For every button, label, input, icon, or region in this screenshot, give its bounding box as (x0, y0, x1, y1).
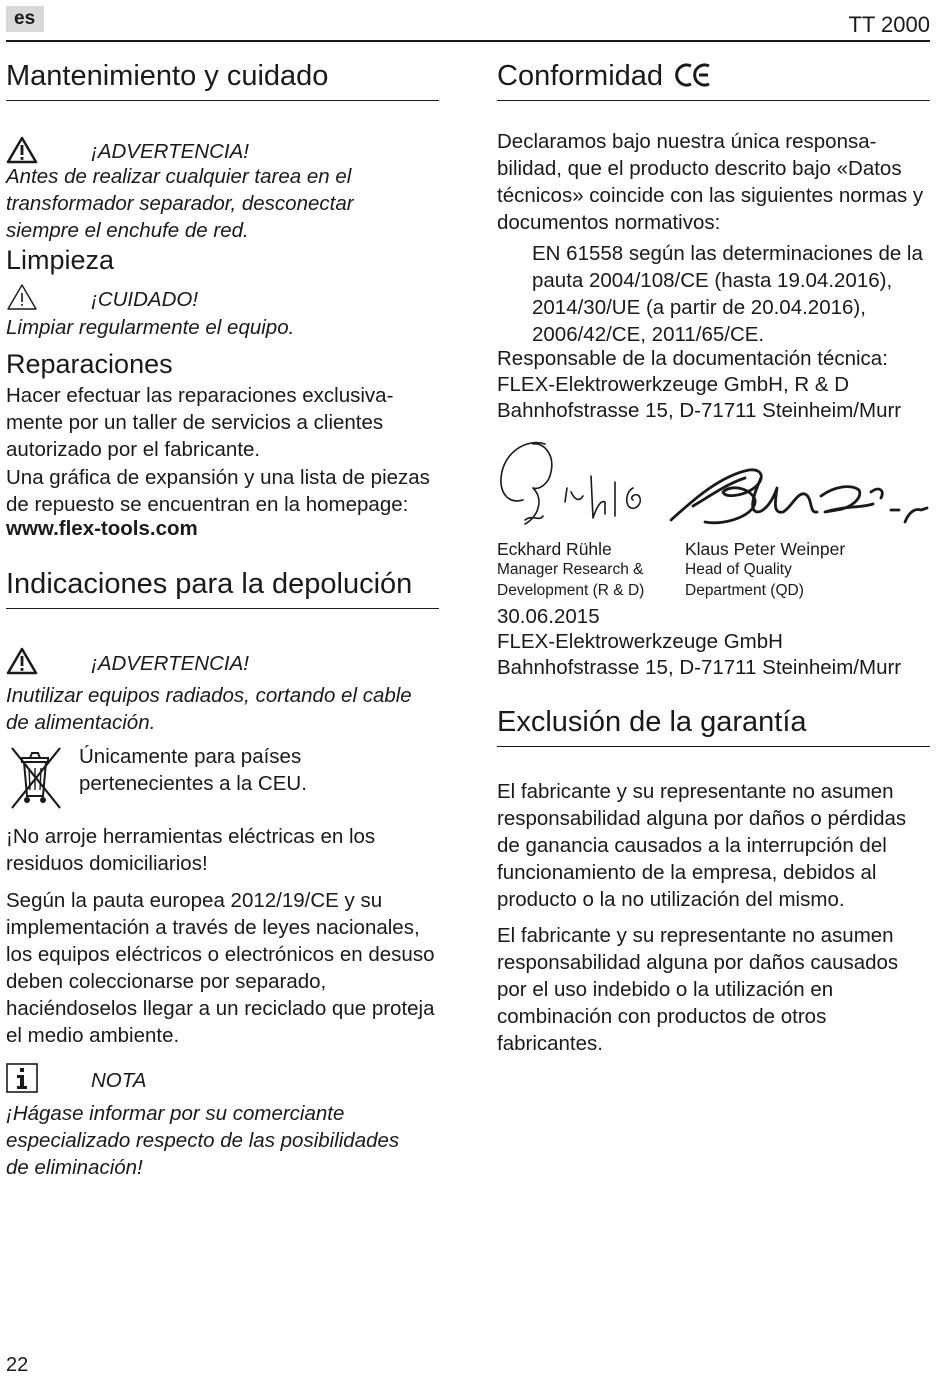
responsible-line-3: Bahnhofstrasse 15, D-71711 Steinheim/Murr (497, 399, 902, 422)
responsible-line-1: Responsable de la documentación técnica: (497, 347, 888, 370)
repairs-paragraph: Hacer efectuar las reparaciones exclusiva-mente por un taller de servicios a clientes autorizado por el fabricante. (6, 384, 394, 461)
note-label: NOTA (91, 1069, 147, 1092)
note-text: ¡Hágase informar por su comerciante especializado respecto de las posibilidades de eliminación! (6, 1102, 400, 1179)
language-tab: es (6, 6, 44, 32)
signature-weinper (665, 456, 930, 536)
disposal-paragraph: ¡No arroje herramientas eléctricas en los residuos domiciliarios! (6, 825, 376, 875)
warranty-paragraph-1: El fabricante y su representante no asumen responsabilidad alguna por daños o pérdidas de ganancia causados a la interrupción del funcionamiento de la empresa, debidos al producto o la no utilización del mismo. (497, 780, 907, 911)
header-rule (6, 40, 930, 42)
responsible-line-2: FLEX-Elektrowerkzeuge GmbH, R & D (497, 373, 850, 396)
cleaning-heading: Limpieza (6, 245, 115, 275)
conformity-declaration: Declaramos bajo nuestra única responsa-bilidad, que el producto descrito bajo «Datos técnicos» coincide con las siguientes normas y documentos normativos: (497, 130, 924, 234)
signatory-1-department: Development (R & D) (497, 582, 645, 599)
signature-ruhle (497, 436, 667, 536)
conformity-standards: EN 61558 según las determinaciones de la pauta 2004/108/CE (hasta 19.04.2016), 2014/30/UE (a partir de 20.04.2016), 2006/42/CE, 2011/65/CE. (532, 242, 923, 346)
signatory-2-role: Head of Quality (685, 561, 792, 578)
warning-label: ¡ADVERTENCIA! (91, 140, 249, 163)
warranty-heading: Exclusión de la garantía (497, 704, 930, 747)
warning-text: Inutilizar equipos radiados, cortando el cable de alimentación. (6, 684, 412, 734)
repairs-parts-paragraph: Una gráfica de expansión y una lista de piezas de repuesto se encuentran en la homepage: (6, 466, 430, 516)
info-icon (6, 1063, 38, 1093)
page-number: 22 (6, 1354, 29, 1376)
signature-company: FLEX-Elektrowerkzeuge GmbH (497, 630, 783, 653)
eu-only-text: Únicamente para países pertenecientes a la CEU. (79, 745, 307, 795)
caution-icon (6, 283, 38, 311)
signature-address: Bahnhofstrasse 15, D-71711 Steinheim/Murr (497, 656, 902, 679)
repairs-heading: Reparaciones (6, 349, 173, 379)
signatory-1-role: Manager Research & (497, 561, 644, 578)
directive-paragraph: Según la pauta europea 2012/19/CE y su implementación a través de leyes nacionales, los equipos eléctricos o electrónicos en desuso deben coleccionarse por separado, haciéndoselos llegar a un reciclado que proteja el medio ambiente. (6, 889, 435, 1047)
caution-text: Limpiar regularmente el equipo. (6, 316, 295, 339)
signatory-1-name: Eckhard Rühle (497, 539, 612, 559)
signature-date: 30.06.2015 (497, 605, 600, 628)
warning-icon (6, 647, 38, 675)
ce-mark-icon (675, 63, 713, 87)
caution-label: ¡CUIDADO! (91, 288, 199, 311)
model-name: TT 2000 (848, 12, 930, 37)
warning-text: Antes de realizar cualquier tarea en el transformador separador, desconectar siempre el enchufe de red. (6, 165, 354, 242)
maintenance-heading: Mantenimiento y cuidado (6, 58, 439, 101)
conformity-heading (497, 58, 930, 101)
warning-label: ¡ADVERTENCIA! (91, 652, 249, 675)
conformity-title: Conformidad (497, 60, 664, 92)
crossed-bin-icon (8, 746, 64, 810)
warranty-paragraph-2: El fabricante y su representante no asumen responsabilidad alguna por daños causados por el uso indebido o la utilización en combinación con productos de otros fabricantes. (497, 924, 899, 1055)
signatory-2-name: Klaus Peter Weinper (685, 539, 846, 559)
disposal-heading: Indicaciones para la depolución (6, 566, 439, 609)
website-link[interactable]: www.flex-tools.com (6, 517, 198, 540)
signatory-2-department: Department (QD) (685, 582, 804, 599)
warning-icon (6, 136, 38, 164)
